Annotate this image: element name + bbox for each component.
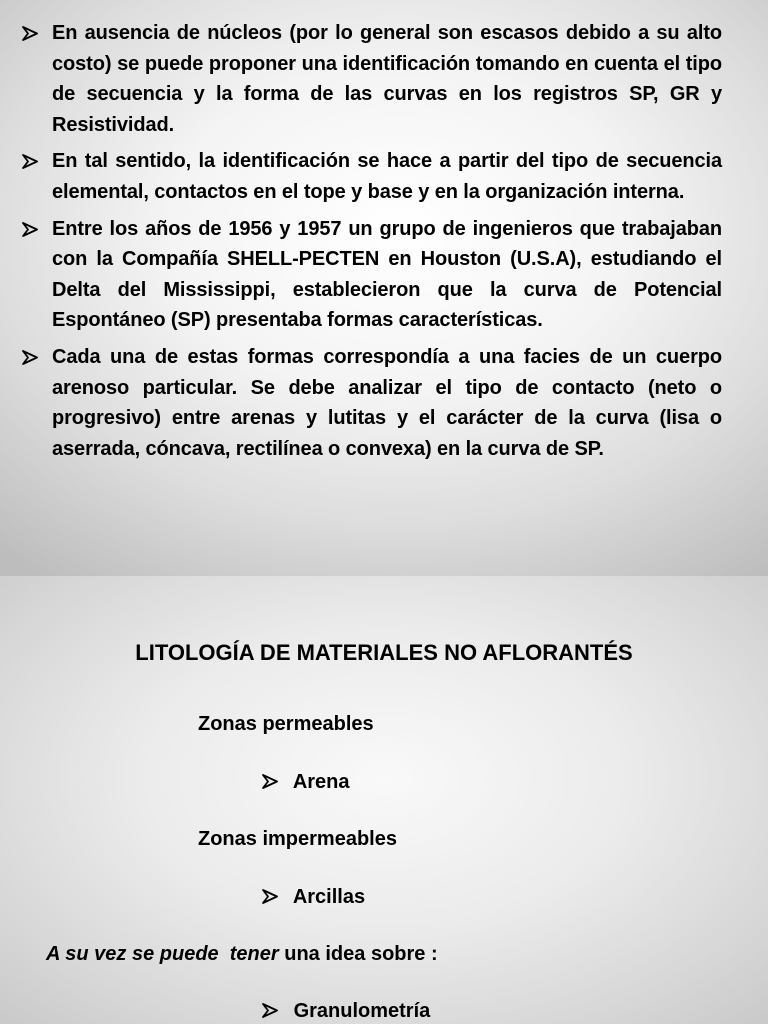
slide-title: LITOLOGÍA DE MATERIALES NO AFLORANTÉS xyxy=(135,640,633,665)
idea-sentence xyxy=(46,940,438,968)
list-item-arcillas xyxy=(262,883,365,911)
list-item-text: Arcillas xyxy=(292,886,366,908)
bullet-item xyxy=(22,146,722,207)
list-item-arena xyxy=(262,768,350,796)
arrowhead-bullet-icon xyxy=(22,350,38,365)
bullet-item xyxy=(22,342,722,464)
bullet-text: En tal sentido, la identificación se hace a partir del tipo de secuencia elemental, contactos en el tope y base y en la organización interna. xyxy=(52,150,722,203)
arrowhead-bullet-icon xyxy=(262,889,278,904)
bullet-text: En ausencia de núcleos (por lo general son escasos debido a su alto costo) se puede proponer una identificación tomando en cuenta el tipo de secuencia y la forma de las curvas en los registros SP, GR y Resistividad. xyxy=(52,22,722,136)
bullet-text: Entre los años de 1956 y 1957 un grupo de ingenieros que trabajaban con la Compañía SHELL-PECTEN en Houston (U.S.A), estudiando el Delta del Mississippi, establecieron que la curva de Potencial Espontáneo (SP) presentaba formas características. xyxy=(52,217,722,332)
bullet-item xyxy=(22,18,722,140)
bullet-text: Cada una de estas formas correspondía a una facies de un cuerpo arenoso particular. Se debe analizar el tipo de contacto (neto o progresivo) entre arenas y lutitas y el carácter de la curva (lisa o aserrada, cóncava, rectilínea o convexa) en la curva de SP. xyxy=(52,345,722,460)
list-item-text: Granulometría xyxy=(293,1000,431,1022)
idea-intro-text: A su vez se puede tener xyxy=(46,943,279,965)
bullet-item xyxy=(22,214,722,336)
permeable-zones-label: Zonas permeables xyxy=(198,713,374,735)
list-item-granulometria xyxy=(262,997,430,1024)
arrowhead-bullet-icon xyxy=(262,1003,278,1018)
arrowhead-bullet-icon xyxy=(22,154,38,169)
slide-page-2 xyxy=(0,576,768,1024)
impermeable-zones-label: Zonas impermeables xyxy=(198,828,397,850)
idea-rest-text: una idea sobre : xyxy=(284,943,438,965)
bullet-list xyxy=(22,18,722,470)
arrowhead-bullet-icon xyxy=(22,26,38,41)
arrowhead-bullet-icon xyxy=(22,222,38,237)
arrowhead-bullet-icon xyxy=(262,774,278,789)
list-item-text: Arena xyxy=(292,771,350,793)
